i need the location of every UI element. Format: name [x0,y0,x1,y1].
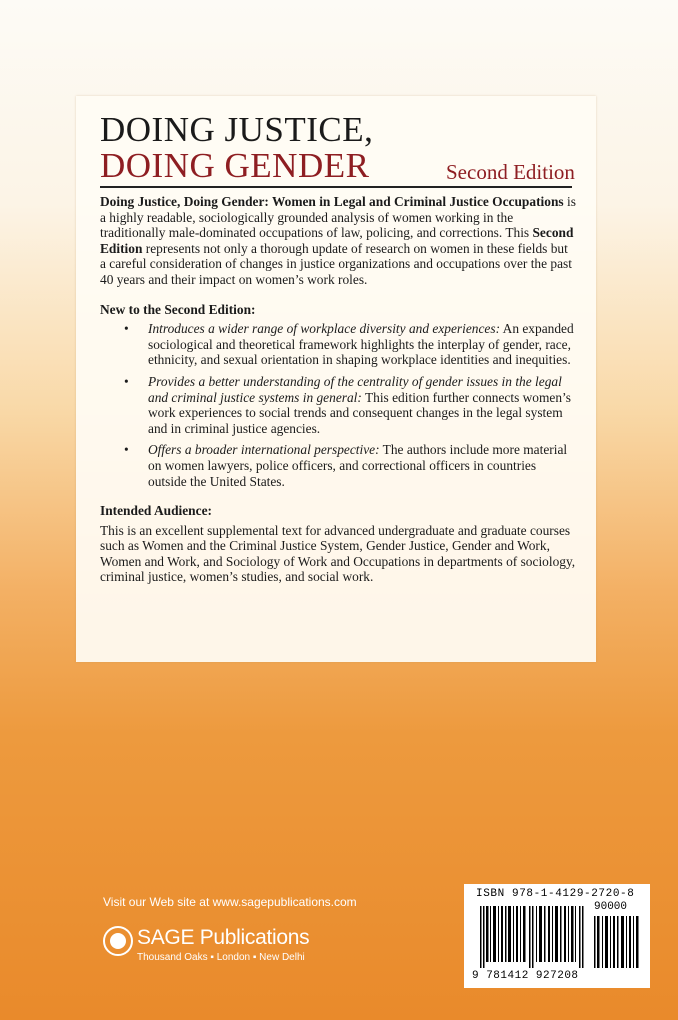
title-divider [100,186,572,188]
back-cover-panel [76,96,596,662]
second-edition-bold: Second Edition [100,225,574,256]
sage-logo [103,924,363,968]
new-edition-list [100,321,576,489]
list-item-text: This edition further connects women’s work experiences to social trends and consequent changes in the legal system and in criminal justice agencies. [148,389,571,436]
publisher-cities: Thousand Oaks ▪ London ▪ New Delhi [137,952,305,963]
list-item-lead: Provides a better understanding of the centrality of gender issues in the legal and criminal justice systems in general: [148,373,562,405]
list-item-text: An expanded sociological and theoretical framework highlights the interplay of gender, race, ethnicity, and sexual orientation in shaping workplace identities and inequities. [148,321,574,368]
title-line-2: DOING GENDER [100,146,370,185]
edition-label: Second Edition [446,160,575,184]
barcode-box [464,884,650,988]
list-item [124,374,576,436]
sage-circle-icon [103,926,133,956]
publisher-name: SAGE Publications [137,926,310,949]
list-item-lead: Introduces a wider range of workplace diversity and experiences: [148,321,501,337]
list-item [124,321,576,368]
description-text-b: represents not only a thorough update of research on women in these fields but a careful consideration of changes in justice organizations and occupations over the past 40 years and their impact on women’s work roles. [100,240,572,287]
ean-digits: 9 781412 927208 [472,970,579,982]
audience-heading: Intended Audience: [100,503,212,519]
description-paragraph [100,194,576,288]
description-text-a: is a highly readable, sociologically grounded analysis of women working in the traditionally male-dominated occupations of law, policing, and corrections. This [100,194,576,241]
new-edition-heading: New to the Second Edition: [100,301,256,317]
audience-text: This is an excellent supplemental text for advanced undergraduate and graduate courses such as Women and the Criminal Justice System, Gender Justice, Gender and Work, Women and Work, and Sociology of Work and Occupations in departments of sociology, criminal justice, women’s studies, and social work. [100,522,576,585]
list-item-text: The authors include more material on women lawyers, police officers, and correctional officers in countries outside the United States. [148,442,568,489]
addon-barcode-bars [594,916,640,968]
description-body [100,194,576,585]
website-note: Visit our Web site at www.sagepublications.com [103,895,357,909]
book-title-bold: Doing Justice, Doing Gender: Women in Legal and Criminal Justice Occupations [100,194,564,209]
list-item [124,442,576,489]
ean-barcode-bars [480,906,584,968]
isbn-text: ISBN 978-1-4129-2720-8 [476,888,635,900]
bullet-icon: • [124,442,129,458]
price-code: 90000 [594,901,628,913]
title-block [100,110,575,186]
list-item-lead: Offers a broader international perspective: [148,442,380,458]
bullet-icon: • [124,373,129,389]
title-line-1: DOING JUSTICE, [100,110,374,149]
bullet-icon: • [124,321,129,337]
